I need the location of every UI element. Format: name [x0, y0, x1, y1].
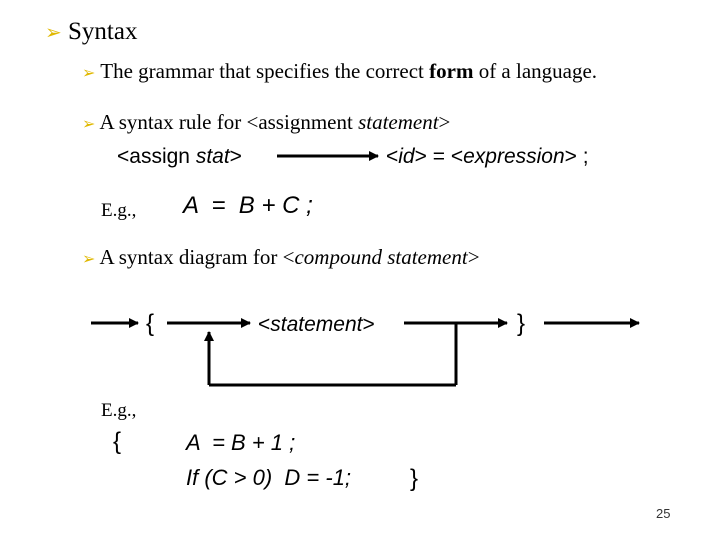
bullet-arrow-icon: ➢	[82, 114, 96, 133]
example1-expression: A = B + C ;	[183, 192, 313, 219]
diagram-statement	[258, 313, 375, 337]
point-grammar-prefix: The grammar that specifies the correct	[100, 59, 430, 83]
point-syntax-rule-italic: statement	[358, 110, 439, 134]
rule-lhs-prefix: <assign	[117, 145, 196, 168]
example2-label: E.g.,	[101, 400, 137, 421]
bullet-arrow-icon: ➢	[82, 63, 96, 82]
rule-lhs-suffix: >	[229, 145, 242, 168]
point-grammar	[82, 59, 597, 84]
point-syntax-diagram-italic: compound statement	[294, 245, 468, 269]
example2-open-brace: {	[113, 428, 122, 455]
heading-title: Syntax	[68, 18, 138, 45]
page-number: 25	[656, 506, 671, 521]
example2-line2: If (C > 0) D = -1;	[186, 465, 352, 490]
point-grammar-bold: form	[429, 59, 474, 83]
point-syntax-diagram	[82, 245, 480, 270]
point-syntax-diagram-suffix: >	[467, 245, 480, 269]
point-syntax-rule-prefix: A syntax rule for <assignment	[99, 110, 359, 134]
diagram-statement-prefix: <	[258, 313, 271, 336]
rule-rhs-suffix: > ;	[564, 145, 589, 168]
heading-row	[45, 18, 137, 46]
rule-rhs-prefix: <	[386, 145, 399, 168]
diagram-close-brace: }	[517, 310, 526, 337]
point-syntax-rule	[82, 110, 450, 135]
example1-label: E.g.,	[101, 200, 137, 221]
point-grammar-suffix: of a language.	[473, 59, 598, 83]
point-syntax-rule-suffix: >	[438, 110, 451, 134]
diagram-statement-italic: statement	[270, 313, 363, 336]
diagram-open-brace: {	[146, 310, 155, 337]
point-syntax-diagram-prefix: A syntax diagram for <	[99, 245, 295, 269]
rule-rhs-expr: expression	[463, 145, 565, 168]
diagram-statement-suffix: >	[362, 313, 375, 336]
bullet-arrow-icon: ➢	[45, 20, 62, 44]
rule-rhs	[386, 145, 589, 169]
rule-lhs-italic: stat	[195, 145, 230, 168]
rule-lhs	[117, 145, 242, 169]
example2-line1: A = B + 1 ;	[186, 430, 296, 455]
example2-close-brace: }	[410, 465, 419, 492]
bullet-arrow-icon: ➢	[82, 249, 96, 268]
rule-rhs-mid: > = <	[414, 145, 464, 168]
rule-rhs-id: id	[398, 145, 415, 168]
